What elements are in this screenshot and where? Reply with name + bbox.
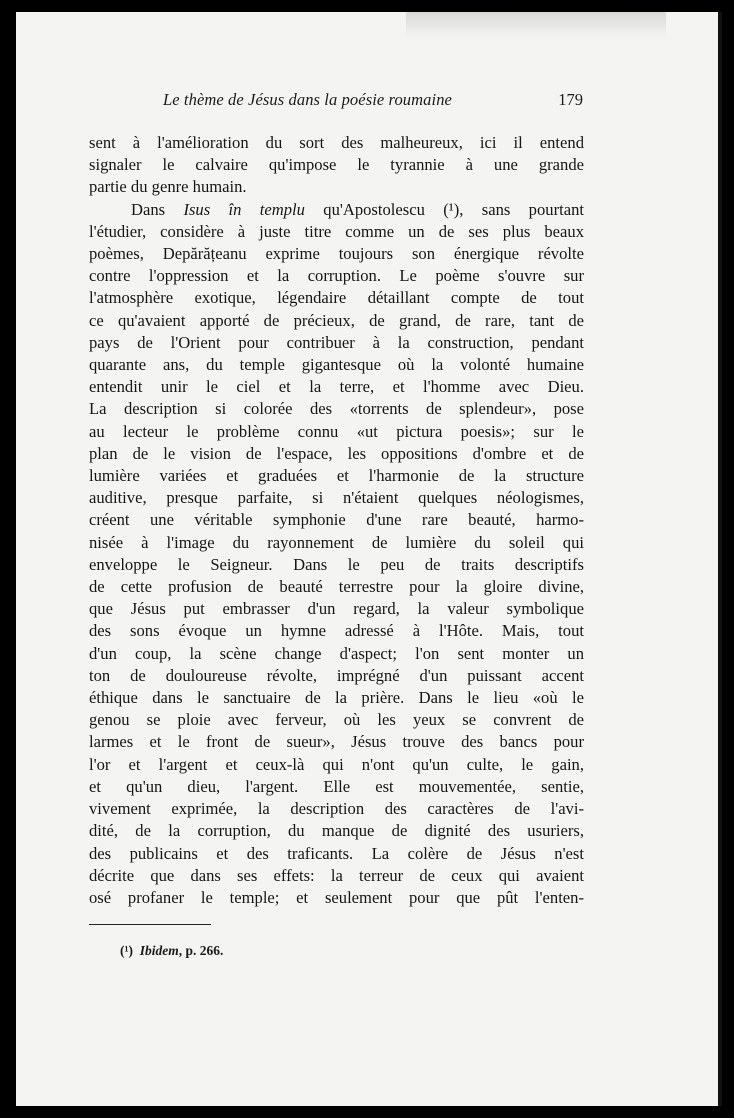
text-line: sent à l'amélioration du sort des malheureux, ici il entend: [89, 133, 584, 152]
text-line: dité, de la corruption, du manque de dignité des usuriers,: [89, 821, 584, 841]
footnote-marker: (¹): [120, 943, 134, 958]
inline-text: qu'Apostolescu (: [304, 199, 449, 219]
footnote-source: Ibidem: [139, 943, 179, 958]
footnote-reference-text: , p. 266.: [178, 943, 224, 958]
text-line: ce qu'avaient apporté de précieux, de grand, de rare, tant de: [89, 310, 584, 330]
text-line: d'un coup, la scène change d'aspect; l'on sent monter un: [89, 643, 584, 663]
text-line: vivement exprimée, la description des caractères de l'avi-: [89, 799, 584, 819]
page-number: 179: [558, 90, 583, 109]
footnote-rule: [89, 924, 211, 925]
text-line: l'étudier, considère à juste titre comme un de ses plus beaux: [89, 221, 584, 241]
text-line: nisée à l'image du rayonnement de lumière du soleil qui: [89, 532, 584, 552]
text-line: que Jésus put embrasser d'un regard, la valeur symbolique: [89, 599, 584, 619]
footnote-reference: ¹: [448, 199, 454, 219]
running-header: [163, 90, 583, 116]
text-line: l'or et l'argent et ceux-là qui n'ont qu'un culte, le gain,: [89, 754, 584, 774]
text-line: au lecteur le problème connu «ut pictura poesis»; sur le: [89, 421, 584, 441]
work-title: Isus în templu: [183, 199, 305, 219]
text-line: larmes et le front de sueur», Jésus trouve des bancs pour: [89, 732, 584, 752]
inline-text: ), sans pourtant: [453, 199, 584, 219]
text-line: l'atmosphère exotique, légendaire détaillant compte de tout: [89, 288, 584, 308]
text-line: créent une véritable symphonie d'une rare beauté, harmo-: [89, 510, 584, 530]
body-text: [89, 132, 584, 909]
text-line: auditive, presque parfaite, si n'étaient quelques néologismes,: [89, 488, 584, 508]
text-line: des sons évoque un hymne adressé à l'Hôte. Mais, tout: [89, 621, 584, 641]
text-line: éthique dans le sanctuaire de la prière. Dans le lieu «où le: [89, 688, 584, 708]
text-line: de cette profusion de beauté terrestre pour la gloire divine,: [89, 577, 584, 597]
text-line: partie du genre humain.: [89, 177, 247, 197]
text-line: décrite que dans ses effets: la terreur de ceux qui avaient: [89, 865, 584, 885]
text-line: et qu'un dieu, l'argent. Elle est mouvementée, sentie,: [89, 776, 584, 796]
text-line: La description si colorée des «torrents de splendeur», pose: [89, 399, 584, 419]
inline-text: Dans: [131, 199, 184, 219]
text-line: plan de le vision de l'espace, les oppositions d'ombre et de: [89, 443, 584, 463]
text-line-with-title: [89, 199, 584, 221]
text-line: lumière variées et graduées et l'harmonie de la structure: [89, 466, 584, 486]
text-line: signaler le calvaire qu'impose le tyrannie à une grande: [89, 155, 584, 175]
text-line: quarante ans, du temple gigantesque où la volonté humaine: [89, 355, 584, 375]
text-line: pays de l'Orient pour contribuer à la construction, pendant: [89, 332, 584, 352]
text-line: osé profaner le temple; et seulement pour que pût l'enten-: [89, 887, 584, 907]
text-line: poèmes, Depărățeanu exprime toujours son énergique révolte: [89, 244, 584, 264]
running-title: Le thème de Jésus dans la poésie roumaine: [163, 90, 452, 109]
book-page: [16, 12, 722, 1106]
text-line: entendit unir le ciel et la terre, et l'homme avec Dieu.: [89, 377, 584, 397]
text-line: ton de douloureuse révolte, imprégné d'un puissant accent: [89, 665, 584, 685]
scan-smudge: [406, 12, 666, 38]
footnote: [120, 943, 223, 959]
text-line: enveloppe le Seigneur. Dans le peu de traits descriptifs: [89, 554, 584, 574]
text-line: contre l'oppression et la corruption. Le poème s'ouvre sur: [89, 266, 584, 286]
text-line: des publicains et des traficants. La colère de Jésus n'est: [89, 843, 584, 863]
text-line: genou se ploie avec ferveur, où les yeux se convrent de: [89, 710, 584, 730]
